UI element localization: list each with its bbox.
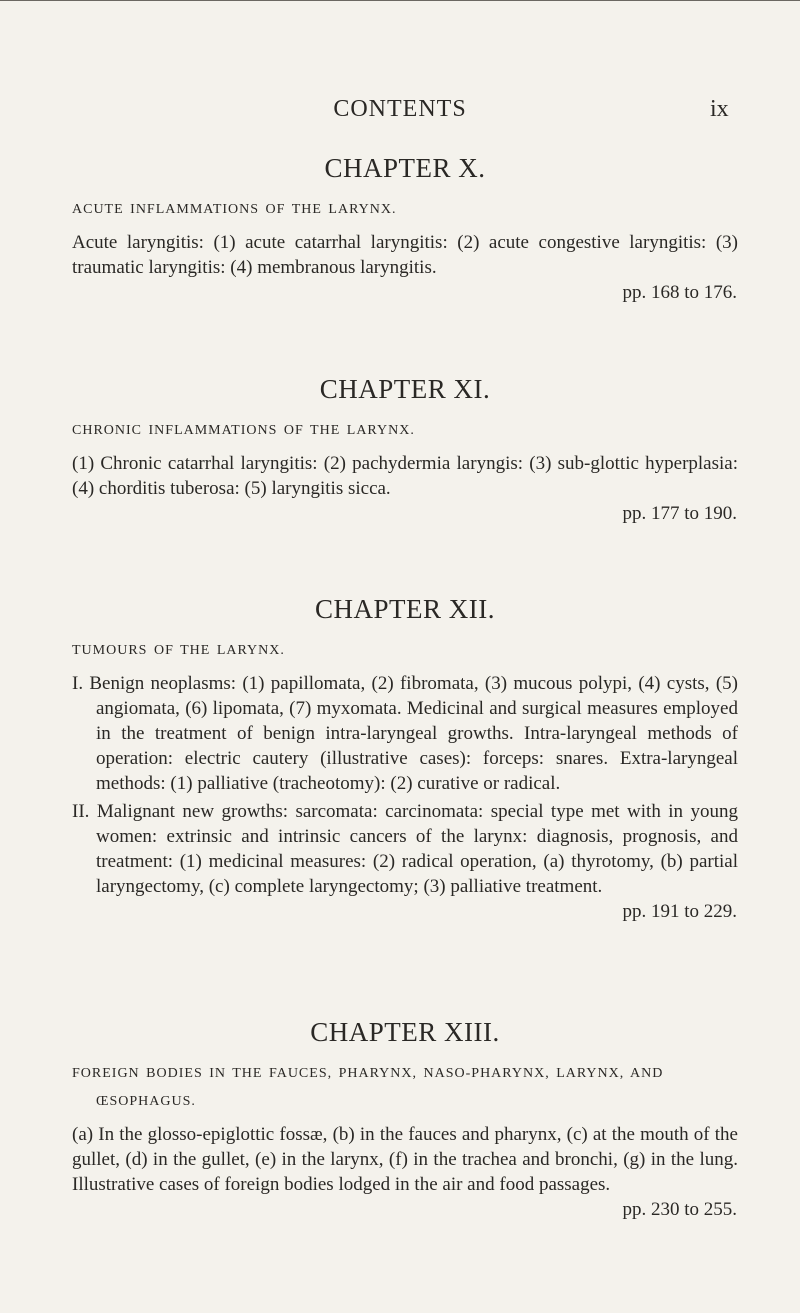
chapter-xi: [72, 373, 738, 526]
chapter-x: [72, 152, 738, 305]
page-range: pp. 230 to 255.: [622, 1199, 737, 1220]
page-range: pp. 168 to 176.: [622, 282, 737, 303]
chapter-subject: TUMOURS OF THE LARYNX.: [72, 643, 285, 658]
page-range: pp. 191 to 229.: [622, 901, 737, 922]
chapter-entry-malignant: II. Malignant new growths: sarcomata: carcinomata: special type met with in young women: extrinsic and intrinsic cancers of the larynx: diagnosis, prognosis, and treatment: (1) medicinal measures: (2) radical operation, (a) thyrotomy, (b) partial laryngectomy, (c) complete laryngectomy; (3) palliative treatment.: [72, 801, 738, 897]
chapter-heading: CHAPTER X.: [324, 153, 486, 183]
page-top-rule: [0, 0, 800, 7]
page-number: ix: [710, 96, 729, 122]
chapter-heading: CHAPTER XIII.: [310, 1017, 500, 1047]
running-title: CONTENTS: [333, 96, 467, 122]
chapter-entry: (a) In the glosso-epiglottic fossæ, (b) in the fauces and pharynx, (c) at the mouth of the gullet, (d) in the gullet, (e) in the larynx, (f) in the trachea and bronchi, (g) in the lung. Illustrative cases of foreign bodies lodged in the air and food passages.: [72, 1124, 738, 1195]
chapter-heading: CHAPTER XI.: [319, 374, 491, 404]
chapter-subject: CHRONIC INFLAMMATIONS OF THE LARYNX.: [72, 423, 415, 438]
chapter-subject: FOREIGN BODIES IN THE FAUCES, PHARYNX, NASO-PHARYNX, LARYNX, AND ŒSOPHAGUS.: [72, 1066, 664, 1109]
chapter-entry: (1) Chronic catarrhal laryngitis: (2) pachydermia laryngis: (3) sub-glottic hyperplasia: (4) chorditis tuberosa: (5) laryngitis sicca.: [72, 453, 738, 499]
running-header: [0, 96, 800, 136]
chapter-heading: CHAPTER XII.: [315, 594, 495, 624]
chapter-xii: [72, 593, 738, 924]
chapter-subject: ACUTE INFLAMMATIONS OF THE LARYNX.: [72, 202, 397, 217]
page-range: pp. 177 to 190.: [622, 503, 737, 524]
chapter-entry: Acute laryngitis: (1) acute catarrhal laryngitis: (2) acute congestive laryngitis: (3) traumatic laryngitis: (4) membranous laryngitis.: [72, 232, 738, 278]
chapter-xiii: [72, 1016, 738, 1222]
chapter-entry-benign: I. Benign neoplasms: (1) papillomata, (2) fibromata, (3) mucous polypi, (4) cysts, (5) angiomata, (6) lipomata, (7) myxomata. Medicinal and surgical measures employed in the treatment of benign intra-laryngeal growths. Intra-laryngeal methods of operation: electric cautery (illustrative cases): forceps: snares. Extra-laryngeal methods: (1) palliative (tracheotomy): (2) curative or radical.: [72, 673, 738, 794]
